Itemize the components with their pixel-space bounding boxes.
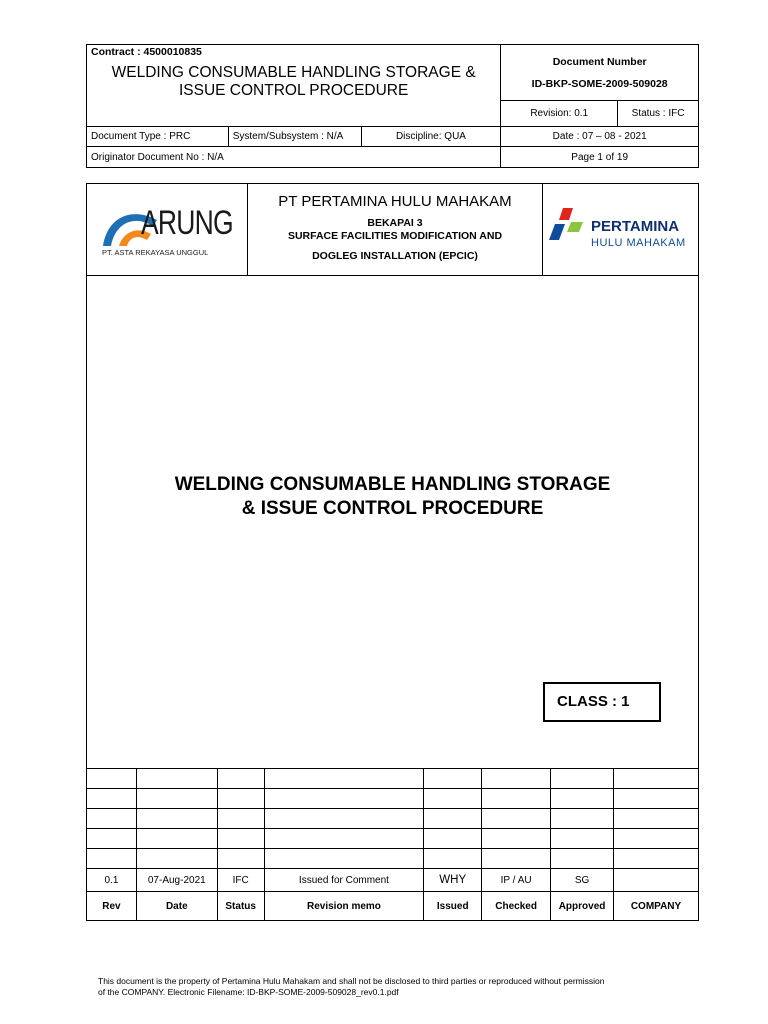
header-status: Status xyxy=(217,892,264,921)
table-row xyxy=(87,789,699,809)
scope-line2: DOGLEG INSTALLATION (EPCIC) xyxy=(312,250,478,262)
system-cell: System/Subsystem : N/A xyxy=(228,127,361,147)
pertamina-logo-icon xyxy=(549,206,585,242)
table-row xyxy=(87,809,699,829)
pertamina-logo-area xyxy=(542,184,698,275)
header-checked: Checked xyxy=(482,892,551,921)
discipline-cell: Discipline: QUA xyxy=(361,127,501,147)
title-cell xyxy=(87,45,501,127)
main-title-line2: & ISSUE CONTROL PROCEDURE xyxy=(241,498,544,519)
status-value: IFC xyxy=(217,869,264,892)
checked-value: IP / AU xyxy=(482,869,551,892)
header-date: Date xyxy=(136,892,217,921)
table-row xyxy=(87,849,699,869)
revision-cell: Revision: 0.1 xyxy=(501,101,618,127)
revision-header-row xyxy=(87,892,699,921)
document-number-cell xyxy=(501,45,699,101)
main-title xyxy=(87,473,698,521)
table-row xyxy=(87,769,699,789)
document-number-label: Document Number xyxy=(552,55,647,68)
date-cell: Date : 07 – 08 - 2021 xyxy=(501,127,699,147)
page-number-cell: Page 1 of 19 xyxy=(501,147,699,168)
header-issued: Issued xyxy=(424,892,482,921)
footer-line2: of the COMPANY. Electronic Filename: ID-BKP-SOME-2009-509028_rev0.1.pdf xyxy=(98,987,399,997)
main-title-line1: WELDING CONSUMABLE HANDLING STORAGE xyxy=(174,474,611,495)
header-title-line2: ISSUE CONTROL PROCEDURE xyxy=(178,82,409,99)
rev-value: 0.1 xyxy=(87,869,137,892)
contract-number: Contract : 4500010835 xyxy=(91,46,202,58)
date-value: 07-Aug-2021 xyxy=(136,869,217,892)
revision-row xyxy=(87,869,699,892)
revision-table xyxy=(86,768,699,921)
pertamina-logo-subtitle: HULU MAHAKAM xyxy=(591,237,686,249)
field-name: BEKAPAI 3 xyxy=(367,217,423,229)
status-cell: Status : IFC xyxy=(618,101,699,127)
footer-disclaimer xyxy=(98,976,698,998)
header-title-line1: WELDING CONSUMABLE HANDLING STORAGE & xyxy=(111,64,476,81)
footer-line1: This document is the property of Pertamina Hulu Mahakam and shall not be disclosed to third parties or reproduced without permission xyxy=(98,976,605,986)
company-value xyxy=(614,869,699,892)
class-badge: CLASS : 1 xyxy=(543,682,661,722)
project-banner xyxy=(86,183,699,276)
arung-logo-text: ARUNG xyxy=(141,204,233,242)
pertamina-logo-text: PERTAMINA xyxy=(591,218,680,235)
company-name: PT PERTAMINA HULU MAHAKAM xyxy=(278,193,512,210)
document-type-cell: Document Type : PRC xyxy=(87,127,229,147)
header-rev: Rev xyxy=(87,892,137,921)
header-revision-memo: Revision memo xyxy=(264,892,424,921)
scope-line1: SURFACE FACILITIES MODIFICATION AND xyxy=(287,230,503,242)
arung-logo-area xyxy=(87,184,248,275)
arung-logo-subtitle: PT. ASTA REKAYASA UNGGUL xyxy=(102,248,209,257)
header-approved: Approved xyxy=(551,892,614,921)
approved-value: SG xyxy=(551,869,614,892)
document-number: ID-BKP-SOME-2009-509028 xyxy=(531,77,668,90)
title-page-body xyxy=(86,275,699,769)
table-row xyxy=(87,829,699,849)
issued-value: WHY xyxy=(424,869,482,892)
originator-cell: Originator Document No : N/A xyxy=(87,147,501,168)
document-header-table xyxy=(86,44,699,168)
project-info xyxy=(248,184,542,275)
memo-value: Issued for Comment xyxy=(264,869,424,892)
header-company: COMPANY xyxy=(614,892,699,921)
